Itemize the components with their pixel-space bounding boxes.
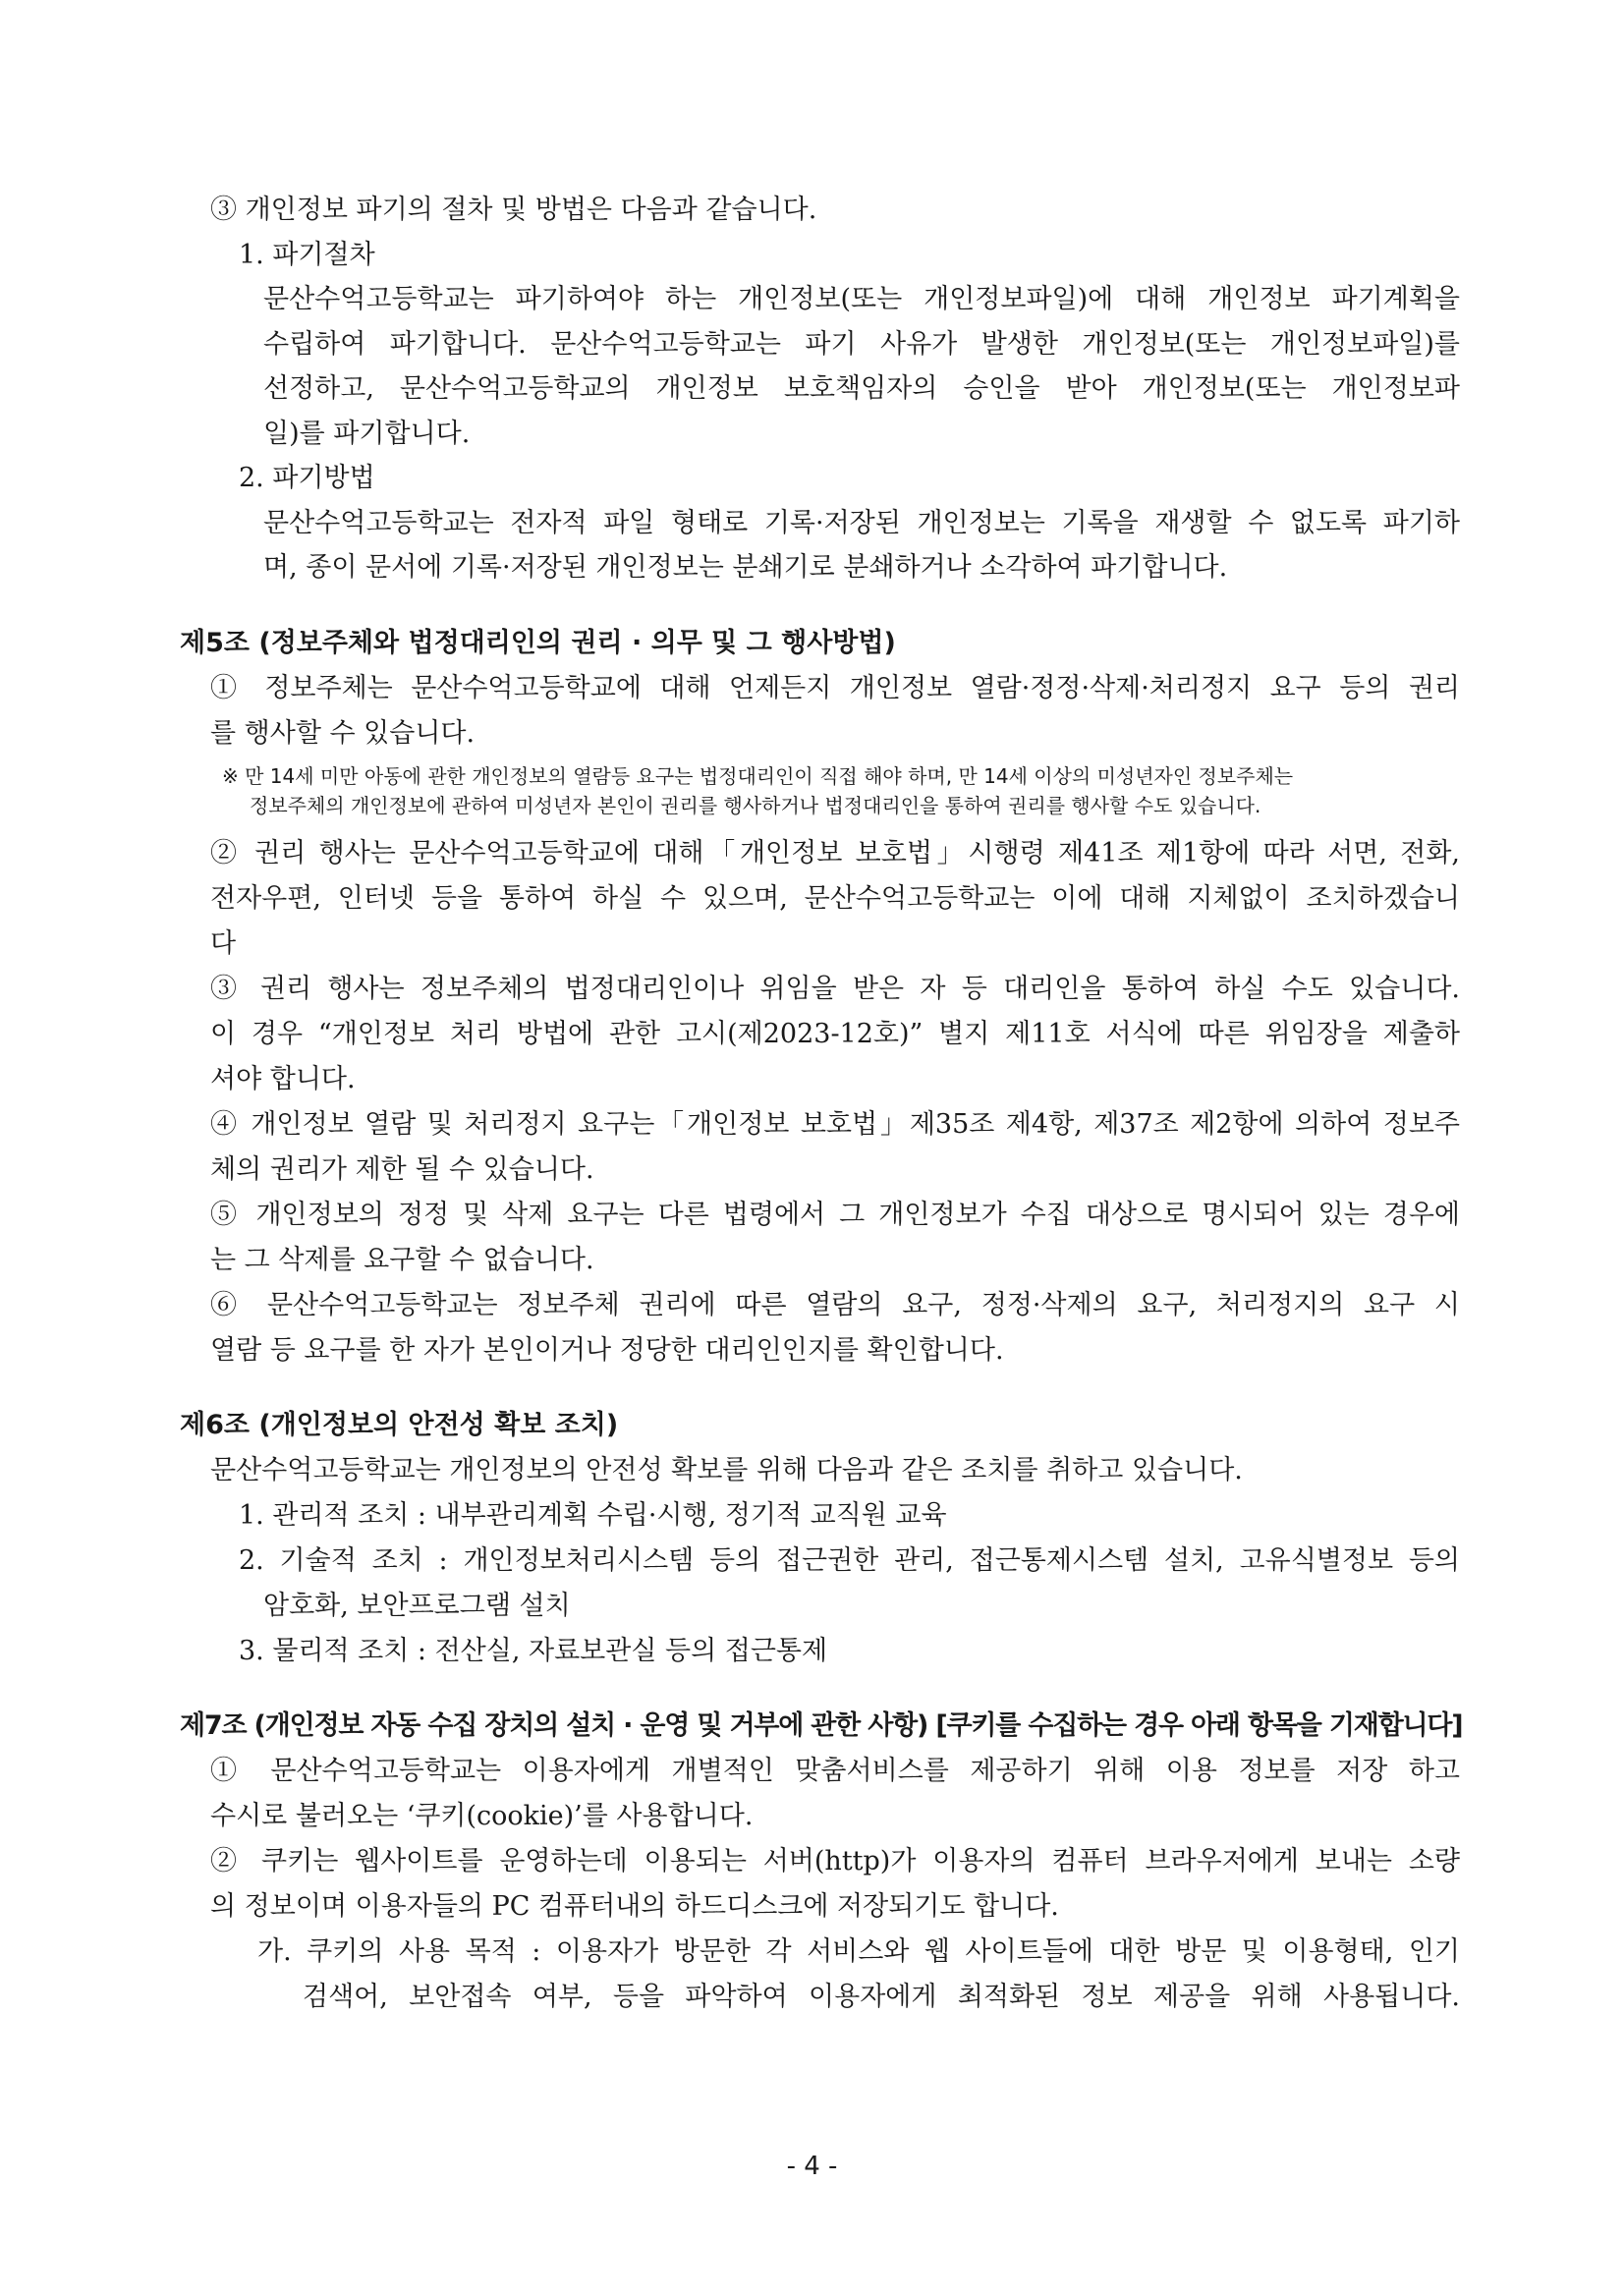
list-item-continuation: 검색어, 보안접속 여부, 등을 파악하여 이용자에게 최적화된 정보 제공을 위해 사용됩니다. [303,1982,1460,2012]
paragraph-line: ② 쿠키는 웹사이트를 운영하는데 이용되는 서버(http)가 이용자의 컴퓨터 브라우저에게 보내는 소량 [210,1846,1460,1876]
list-item: 2. 기술적 조치 : 개인정보처리시스템 등의 접근권한 관리, 접근통제시스템 설치, 고유식별정보 등의 [239,1545,1460,1576]
paragraph-line: 수시로 불러오는 ‘쿠키(cookie)’를 사용합니다. [210,1801,754,1831]
paragraph-line: ⑤ 개인정보의 정정 및 삭제 요구는 다른 법령에서 그 개인정보가 수집 대상으로 명시되어 있는 경우에 [210,1200,1460,1230]
paragraph-line: 며, 종이 문서에 기록·저장된 개인정보는 분쇄기로 분쇄하거나 소각하여 파기합니다. [263,552,1228,583]
paragraph-line: 문산수억고등학교는 개인정보의 안전성 확보를 위해 다음과 같은 조치를 취하고 있습니다. [210,1455,1243,1485]
paragraph-line: ② 권리 행사는 문산수억고등학교에 대해「개인정보 보호법」시행령 제41조 제1항에 따라 서면, 전화, [210,838,1460,868]
paragraph-line: ① 정보주체는 문산수억고등학교에 대해 언제든지 개인정보 열람·정정·삭제·처리정지 요구 등의 권리 [210,673,1460,703]
section-heading-article-5: 제5조 (정보주체와 법정대리인의 권리 · 의무 및 그 행사방법) [180,628,896,658]
paragraph-line: ① 문산수억고등학교는 이용자에게 개별적인 맞춤서비스를 제공하기 위해 이용 정보를 저장 하고 [210,1756,1460,1786]
paragraph-line: 이 경우 “개인정보 처리 방법에 관한 고시(제2023-12호)” 별지 제11호 서식에 따른 위임장을 제출하 [210,1019,1460,1049]
list-item: 3. 물리적 조치 : 전산실, 자료보관실 등의 접근통제 [239,1636,828,1666]
paragraph-line: 열람 등 요구를 한 자가 본인이거나 정당한 대리인인지를 확인합니다. [210,1335,1004,1366]
paragraph-line: 전자우편, 인터넷 등을 통하여 하실 수 있으며, 문산수억고등학교는 이에 대해 지체없이 조치하겠습니 [210,883,1460,914]
paragraph-line: 일)를 파기합니다. [263,419,471,449]
paragraph-line: 다 [210,928,237,959]
paragraph-line: ⑥ 문산수억고등학교는 정보주체 권리에 따른 열람의 요구, 정정·삭제의 요구, 처리정지의 요구 시 [210,1290,1460,1320]
section-heading-article-6: 제6조 (개인정보의 안전성 확보 조치) [180,1410,619,1440]
list-item: 가. 쿠키의 사용 목적 : 이용자가 방문한 각 서비스와 웹 사이트들에 대한 방문 및 이용형태, 인기 [257,1936,1460,1967]
paragraph-line: 를 행사할 수 있습니다. [210,718,476,749]
subsection-title-destruction-method: 2. 파기방법 [239,463,375,493]
subsection-title-destruction-procedure: 1. 파기절차 [239,240,375,270]
list-item-continuation: 암호화, 보안프로그램 설치 [263,1591,571,1621]
paragraph-line: 의 정보이며 이용자들의 PC 컴퓨터내의 하드디스크에 저장되기도 합니다. [210,1891,1059,1922]
paragraph-line: ④ 개인정보 열람 및 처리정지 요구는「개인정보 보호법」제35조 제4항, 제37조 제2항에 의하여 정보주 [210,1109,1460,1140]
paragraph-item-3: ③ 개인정보 파기의 절차 및 방법은 다음과 같습니다. [210,195,817,225]
section-heading-article-7: 제7조 (개인정보 자동 수집 장치의 설치 · 운영 및 거부에 관한 사항) [쿠키를 수집하는 경우 아래 항목을 기재합니다] [180,1710,1463,1741]
paragraph-line: ③ 권리 행사는 정보주체의 법정대리인이나 위임을 받은 자 등 대리인을 통하여 하실 수도 있습니다. [210,974,1460,1004]
paragraph-line: 선정하고, 문산수억고등학교의 개인정보 보호책임자의 승인을 받아 개인정보(또는 개인정보파 [263,373,1460,404]
paragraph-line: 문산수억고등학교는 파기하여야 하는 개인정보(또는 개인정보파일)에 대해 개인정보 파기계획을 [263,284,1460,314]
paragraph-line: 체의 권리가 제한 될 수 있습니다. [210,1154,594,1185]
note-line: 정보주체의 개인정보에 관하여 미성년자 본인이 권리를 행사하거나 법정대리인을 통하여 권리를 행사할 수도 있습니다. [250,794,1261,817]
page-number: - 4 - [786,2152,838,2181]
paragraph-line: 수립하여 파기합니다. 문산수억고등학교는 파기 사유가 발생한 개인정보(또는 개인정보파일)를 [263,329,1460,360]
list-item: 1. 관리적 조치 : 내부관리계획 수립·시행, 정기적 교직원 교육 [239,1500,947,1531]
paragraph-line: 문산수억고등학교는 전자적 파일 형태로 기록·저장된 개인정보는 기록을 재생할 수 없도록 파기하 [263,508,1460,538]
paragraph-line: 는 그 삭제를 요구할 수 없습니다. [210,1245,594,1275]
paragraph-line: 셔야 합니다. [210,1064,356,1094]
note-line: ※ 만 14세 미만 아동에 관한 개인정보의 열람등 요구는 법정대리인이 직접 해야 하며, 만 14세 이상의 미성년자인 정보주체는 [222,764,1294,788]
